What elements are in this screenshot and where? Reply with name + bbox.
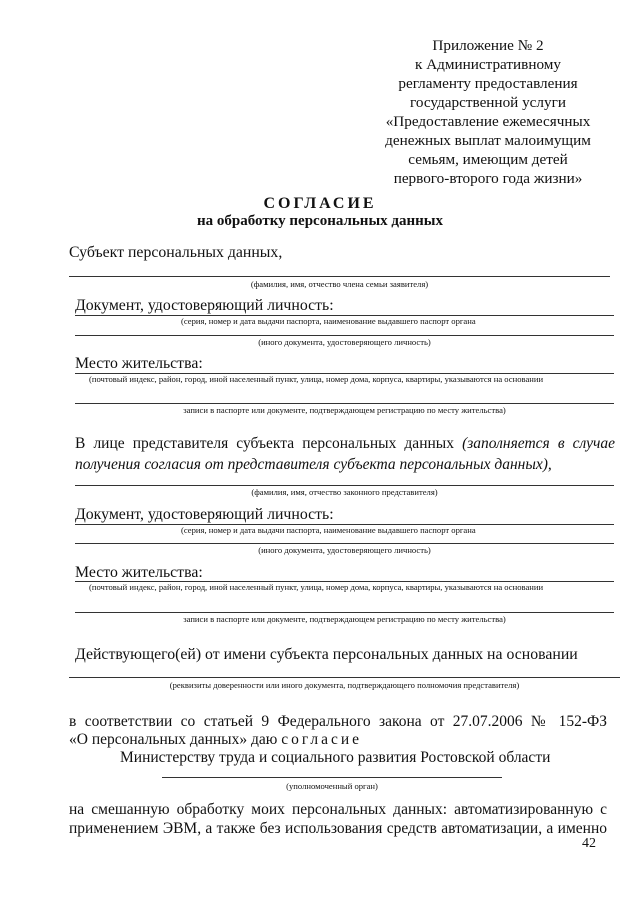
annex-header (370, 36, 606, 188)
representative-name-line[interactable] (75, 485, 614, 486)
annex-header-line: «Предоставление ежемесячных (385, 113, 591, 130)
representative-doc-label: Документ, удостоверяющий личность: (75, 506, 334, 523)
representative-intro-italic: (заполняется в случае (462, 435, 616, 452)
consent-law-line-2 (69, 731, 362, 749)
consent-law-line: в соответствии со статьей 9 Федерального закона от 27.07.2006 № 152-ФЗ (69, 713, 607, 730)
subject-address-hint-2: записи в паспорте или документе, подтверждающем регистрацию по месту жительства) (183, 405, 506, 415)
representative-address-line-2[interactable] (75, 612, 614, 613)
representative-address-hint: (почтовый индекс, район, город, иной населенный пункт, улица, номер дома, корпуса, квартиры, указываются на основании (89, 582, 544, 592)
annex-header-line: к Административному (415, 56, 561, 73)
annex-header-line: регламенту предоставления (398, 75, 578, 92)
subject-address-hint: (почтовый индекс, район, город, иной населенный пункт, улица, номер дома, корпуса, квартиры, указываются на основании (89, 374, 544, 384)
processing-line-2: применением ЭВМ, а также без использования средств автоматизации, а именно (69, 820, 607, 837)
representative-intro-line-2: получения согласия от представителя субъекта персональных данных), (75, 456, 552, 473)
processing-line-1: на смешанную обработку моих персональных данных: автоматизированную с (69, 801, 607, 818)
annex-header-line: Приложение № 2 (432, 37, 544, 54)
representative-doc-hint-2: (иного документа, удостоверяющего личность) (258, 545, 431, 555)
representative-intro-line-1 (75, 434, 615, 454)
annex-header-line: государственной услуги (410, 94, 566, 111)
subject-label: Субъект персональных данных, (69, 244, 283, 261)
representative-doc-hint: (серия, номер и дата выдачи паспорта, наименование выдавшего паспорт органа (181, 525, 476, 535)
representative-name-hint: (фамилия, имя, отчество законного представителя) (251, 487, 438, 497)
acting-basis-label: Действующего(ей) от имени субъекта персональных данных на основании (75, 646, 578, 663)
consent-word: согласие (281, 731, 363, 748)
representative-address-label: Место жительства: (75, 564, 203, 581)
subject-doc-hint-2: (иного документа, удостоверяющего личность) (258, 337, 431, 347)
subject-name-hint: (фамилия, имя, отчество члена семьи заявителя) (250, 279, 429, 289)
subject-doc-hint: (серия, номер и дата выдачи паспорта, наименование выдавшего паспорт органа (181, 316, 476, 326)
consent-law-name: «О персональных данных» даю (69, 731, 278, 748)
authority-name: Министерству труда и социального развития Ростовской области (120, 749, 551, 766)
document-subtitle: на обработку персональных данных (197, 213, 443, 229)
subject-doc-line-2[interactable] (75, 335, 614, 336)
annex-header-line: семьям, имеющим детей (408, 151, 568, 168)
representative-intro-text: В лице представителя субъекта персональных данных (75, 435, 454, 452)
representative-doc-line-2[interactable] (75, 543, 614, 544)
subject-address-label: Место жительства: (75, 355, 203, 372)
authority-line[interactable] (162, 777, 502, 778)
subject-address-line-2[interactable] (75, 403, 614, 404)
acting-basis-line[interactable] (69, 677, 620, 678)
acting-basis-hint: (реквизиты доверенности или иного документа, подтверждающего полномочия представителя) (169, 680, 520, 690)
authority-hint: (уполномоченный орган) (286, 781, 378, 791)
representative-address-hint-2: записи в паспорте или документе, подтверждающем регистрацию по месту жительства) (183, 614, 506, 624)
annex-header-line: денежных выплат малоимущим (385, 132, 591, 149)
subject-doc-label: Документ, удостоверяющий личность: (75, 297, 334, 314)
page-number: 42 (582, 836, 596, 851)
annex-header-line: первого-второго года жизни» (393, 170, 583, 187)
document-title: СОГЛАСИЕ (263, 195, 377, 212)
subject-name-line[interactable] (69, 276, 610, 277)
